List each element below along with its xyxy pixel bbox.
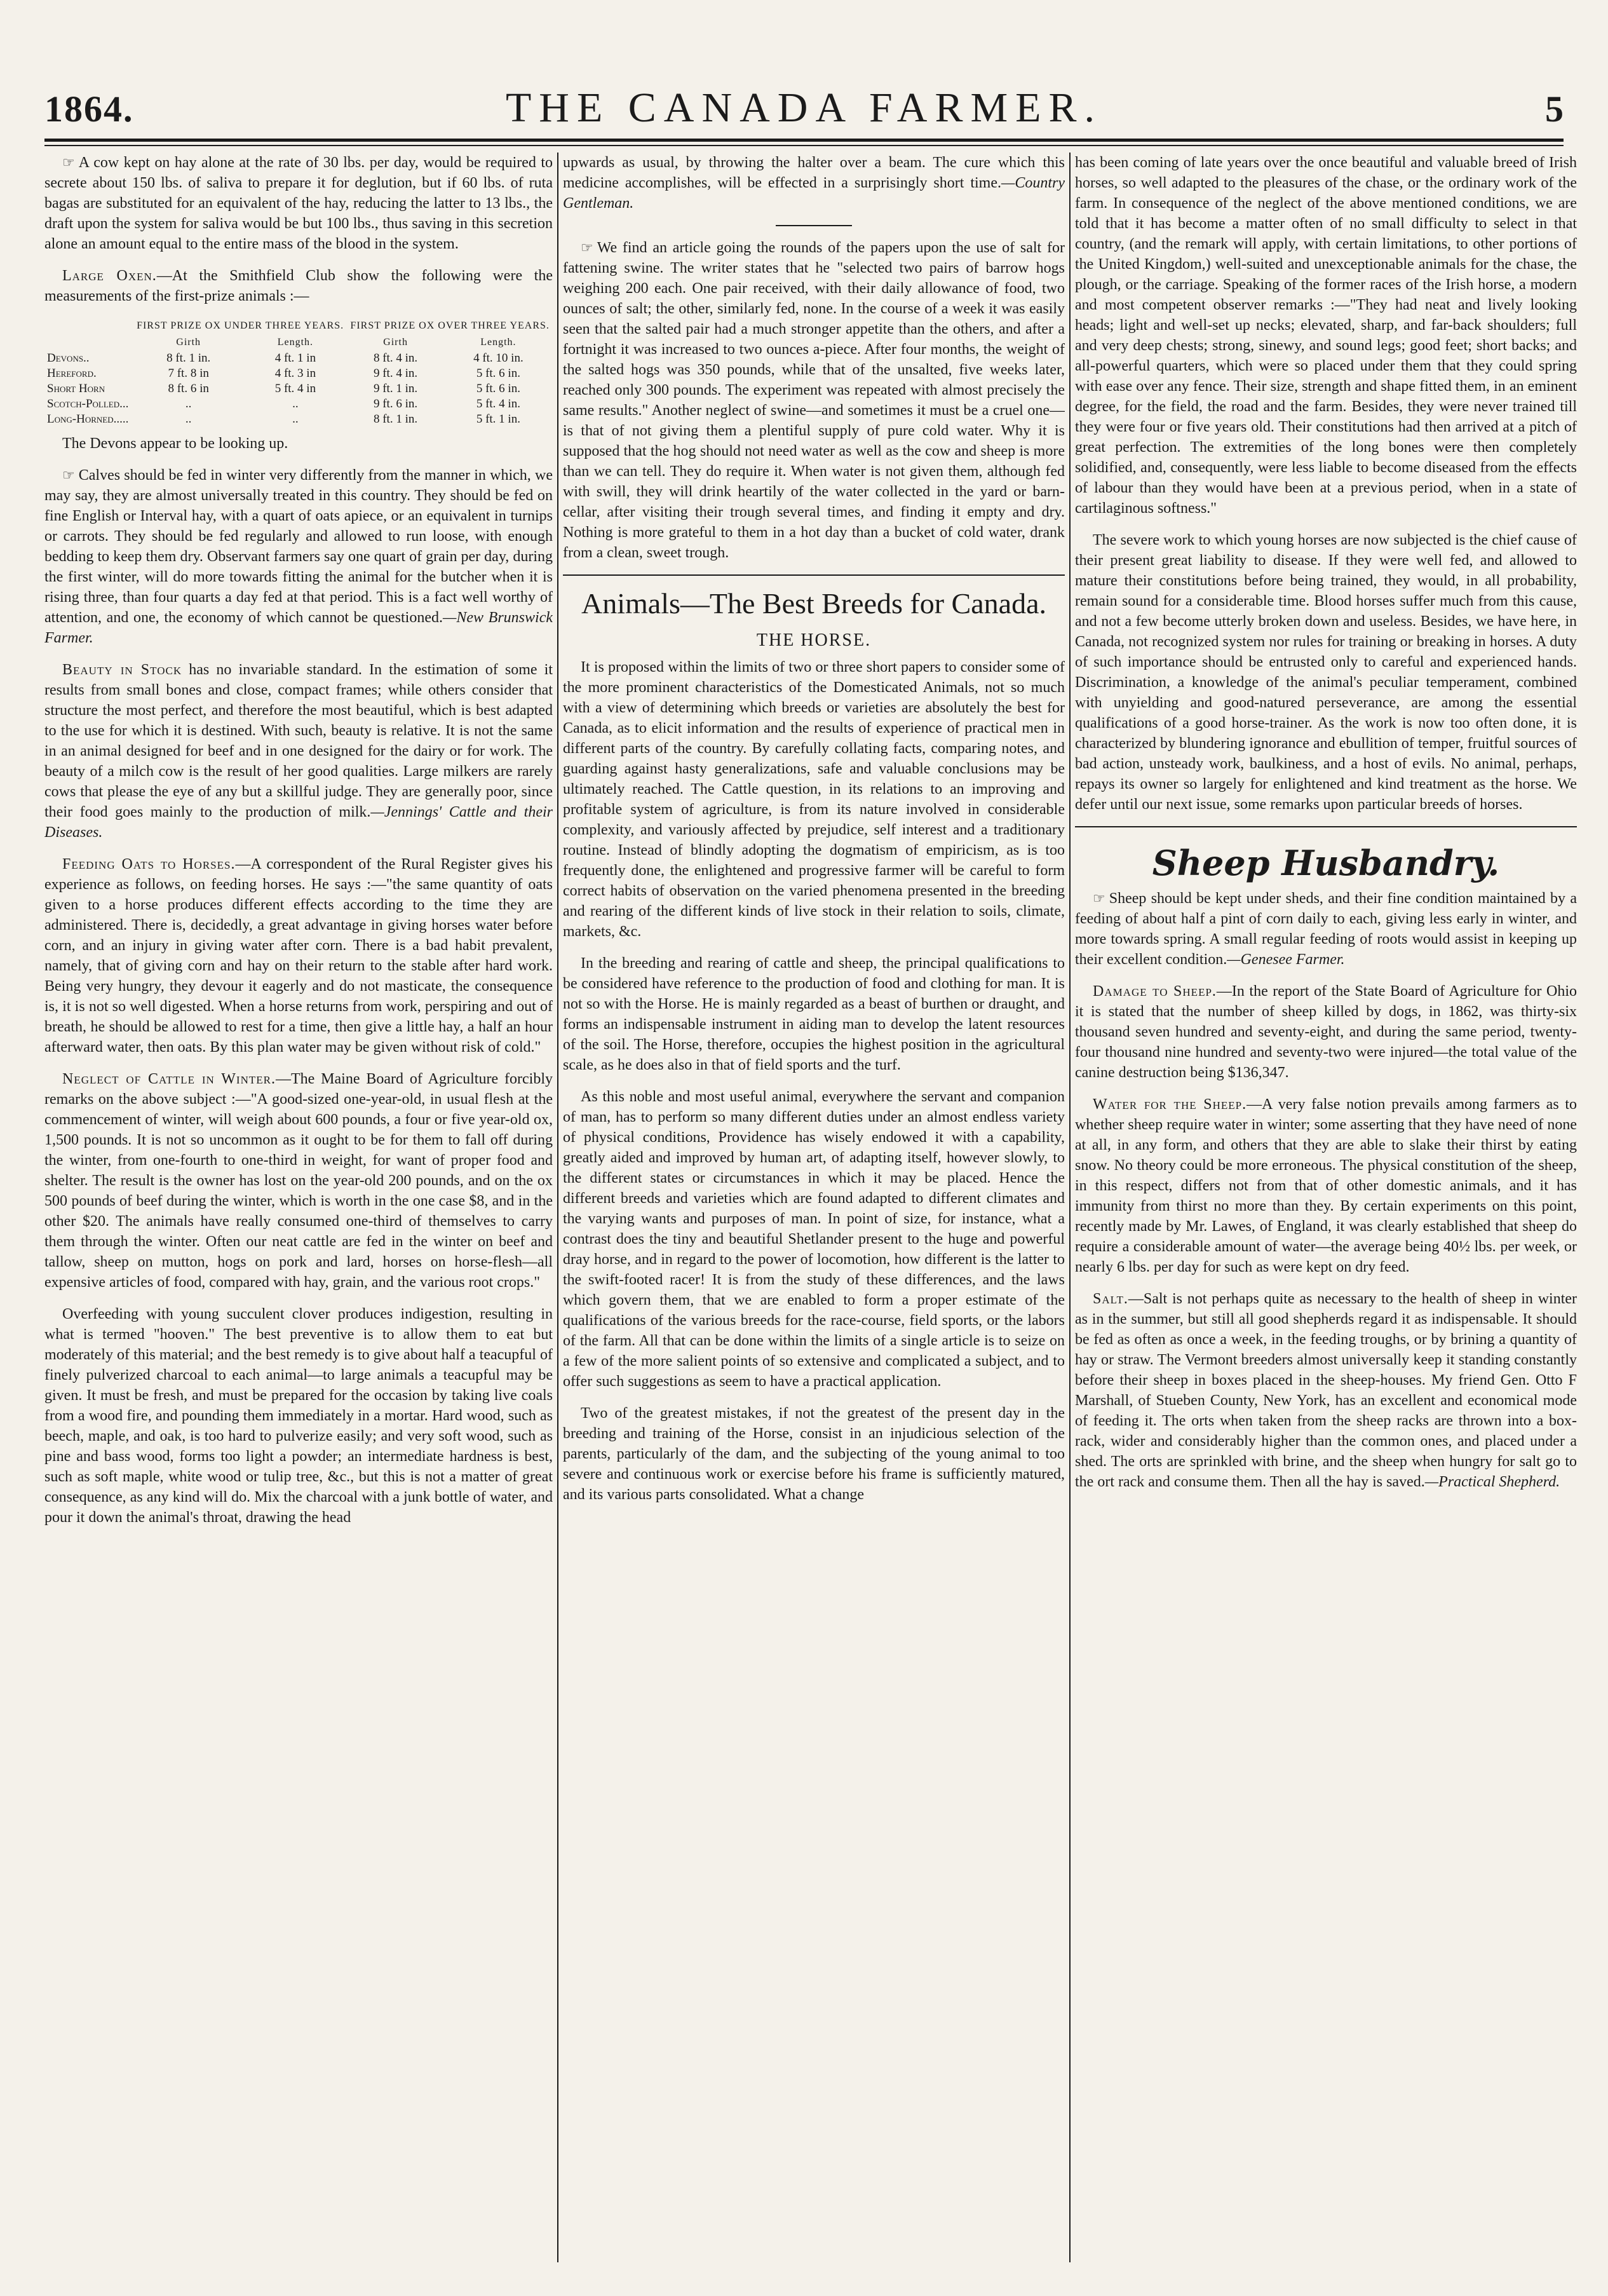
table-row: Long-Horned..... .. .. 8 ft. 1 in. 5 ft. 1 in. — [47, 412, 520, 426]
pointing-hand-icon: ☞ — [581, 240, 593, 255]
oxen-measurements-table: FIRST PRIZE OX UNDER THREE YEARS. FIRST PRIZE OX OVER THREE YEARS. Girth Length. Girth Length. Devons.. 8 ft. 1 in. 4 ft. 1 in 8 ft. 4 in. 4 ft. 10 in. Hereford. 7 ft. 8 in 4 ft. 3 in 9 ft. 4 in. 5 ft. 6 in. Short Horn 8 ft. 6 in 5 ft. 4 in 9 ft. 1 in. 5 ft. 6 in. Scotch-Polled... .. .. 9 ft. 6 in. 5 ft. 4 in. Long-Horned..... .. .. 8 ft. 1 in. 5 ft. 1 in. — [44, 318, 553, 427]
table-row: Short Horn 8 ft. 6 in 5 ft. 4 in 9 ft. 1 in. 5 ft. 6 in. — [47, 382, 520, 395]
table-row: Scotch-Polled... .. .. 9 ft. 6 in. 5 ft. 4 in. — [47, 397, 520, 411]
article-sheep-sheds: ☞ Sheep should be kept under sheds, and their fine condition maintained by a feeding of about half a pint of corn daily to each, giving less early in winter, and more towards spring. A small regular feeding of roots would assist in keeping up their excellent condition.—Genesee Farmer. — [1075, 890, 1577, 968]
article-large-oxen: Large Oxen.—At the Smithfield Club show the following were the measurements of the first-prize animals :— — [44, 268, 553, 304]
pointing-hand-icon: ☞ — [62, 154, 75, 170]
article-damage-to-sheep: Damage to Sheep.—In the report of the State Board of Agriculture for Ohio it is stated that the number of sheep killed by dogs, in 1862, was thirty-six thousand seven hundred and seventy-eight, and during the same period, twenty-four thousand nine hundred and seventy-two were injured—the total value of the canine destruction being $136,347. — [1075, 983, 1577, 1081]
article-paragraph: In the breeding and rearing of cattle and sheep, the principal qualifications to be considered have reference to the production of food and clothing for man. It is not so with the Horse. He is mainly regarded as a beast of burthen or draught, and forms an indispensable instrument in aiding man to develop the latent resources of the soil. The Horse, therefore, occupies the highest position in the agricultural scale, as he does also in that of field sports and the turf. — [563, 955, 1065, 1073]
article-salt: Salt.—Salt is not perhaps quite as necessary to the health of sheep in winter as in the summer, but still all good shepherds regard it as indispensable. It should be fed as often as once a week, in the feeding troughs, or by brining a quantity of hay or straw. The Vermont breeders almost universally keep it standing constantly before their sheep in boxes placed in the sheep-houses. My friend Gen. Otto F Marshall, of Stueben County, New York, has an excellent and economical mode of feeding it. The orts when taken from the sheep racks are thrown into a box-rack, wider and considerably higher than the common ones, and placed under a shed. The orts are sprinkled with brine, and the sheep when hungry for salt go to the ort rack and consume them. Then all the hay is saved.—Practical Shepherd. — [1075, 1291, 1577, 1490]
divider — [776, 225, 852, 226]
pointing-hand-icon: ☞ — [62, 467, 75, 483]
article-paragraph: As this noble and most useful animal, everywhere the servant and companion of man, has to perform so many different duties under an almost endless variety of physical conditions, Providence has wisely endowed it with a capability, greatly aided and improved by human art, of adapting itself, however slowly, to the different states or circumstances in which it may be placed. Hence the different breeds and varieties which are found adapted to different climates and the varying wants and purposes of man. In point of size, for instance, what a contrast does the tiny and beautiful Shetlander present to the huge and powerful dray horse, and in regard to the power of locomotion, how different is the latter to the swift-footed racer! It is from the study of these differences, and the laws which govern them, that we are enabled to form a proper estimate of the qualifications of the various breeds for the race-course, field sports, or the labors of the farm. All that can be done within the limits of a single article is to seize on a few of the more salient points of so extensive and complicated a subject, and to offer such suggestions as seem to have a practical application. — [563, 1089, 1065, 1390]
article-continuation: upwards as usual, by throwing the halter over a beam. The cure which this medicine accomplishes, will be effected in a surprisingly short time.—Country Gentleman. — [563, 154, 1065, 212]
article-paragraph: It is proposed within the limits of two or three short papers to consider some of the more prominent characteristics of the Domesticated Animals, not so much with a view of determining which breeds or varieties are absolutely the best for Canada, as to elicit information and the results of experience of practical men in different parts of the country. By carefully collating facts, comparing notes, and guarding against hasty generalizations, safe and valuable conclusions may be ultimately reached. The Cattle question, in its relations to an improving and profitable system of agriculture, is from its nature involved in considerable complexity, and variously affected by prejudice, self interest and a traditionary routine. Instead of blindly adopting the dogmatism of empiricism, as is too frequently done, the enlightened and progressive farmer will be careful to form correct habits of observation on the varied phenomena presented in the breeding and rearing of the different kinds of live stock in their relation to soils, climate, markets, &c. — [563, 659, 1065, 940]
article-overfeeding: Overfeeding with young succulent clover produces indigestion, resulting in what is termed "hooven." The best preventive is to allow them to eat but moderately of this material; and the best remedy is to give about half a teacupful of finely pulverized charcoal to each animal—to large animals a teacupful may be given. It must be fresh, and must be prepared for the occasion by taking live coals from a wood fire, and pounding them immediately in a mortar. Hard wood, such as beech, maple, and oak, is too hard to pulverize easily; and very soft wood, such as pine and bass wood, forms too light a powder; an intermediate hardness is best, such as soft maple, white wood or tulip tree, &c., but this is not a matter of great consequence, as any kind will do. Mix the charcoal with a junk bottle of water, and pour it down the animal's throat, drawing the head — [44, 1306, 553, 1526]
article-paragraph: has been coming of late years over the once beautiful and valuable breed of Irish horses, so well adapted to the pleasures of the chase, or the ordinary work of the farm. In consequence of the neglect of the above mentioned conditions, we are told that it has become a matter often of no small difficulty to select in that country, (and the remark will apply, with certain limitations, to other portions of the United Kingdom,) well-suited and unexceptionable animals for the chase, the plough, or the carriage. Speaking of the former races of the Irish horse, a modern and most competent observer remarks :—"They had neat and lively looking heads; light and well-set up necks; elevated, sharp, and far-back shoulders; full and very deep chests; strong, sinewy, and sound legs; good feet; short backs; and all-powerful quarters, which were so placed under them that they could spring with ease over any fence. Their size, strength and shape fitted them, in an eminent degree, for the field, the road and the farm. Besides, they were never trained till they were four or five years old. Their constitutions had then arrived at a pitch of great perfection. The extremities of the long bones were then completely solidified, and, consequently, were less liable to become diseased from the effects of labour than they would have been at a previous period, when in a state of cartilaginous softness." — [1075, 154, 1577, 517]
table-row: Devons.. 8 ft. 1 in. 4 ft. 1 in 8 ft. 4 in. 4 ft. 10 in. — [47, 351, 524, 365]
section-title-best-breeds: Animals—The Best Breeds for Canada. — [581, 587, 1046, 620]
article-beauty-in-stock: Beauty in Stock has no invariable standard. In the estimation of some it results from small bones and close, compact frames; while others consider that structure the most perfect, and therefore the most beautiful, which is best adapted to the use for which it is destined. With such, beauty is relative. It is not the same in an animal designed for beef and in one designed for the dairy or for work. The beauty of a milch cow is the result of her good qualities. Large milkers are rarely cows that please the eye of any but a skillful judge. They are generally poor, since their food goes mainly to the production of milk.—Jennings' Cattle and their Diseases. — [44, 662, 553, 841]
masthead-title: THE CANADA FARMER. — [505, 85, 1102, 131]
divider — [563, 574, 1065, 576]
column-left — [44, 153, 553, 2262]
header-rule-thin — [44, 145, 1564, 146]
article-salt-swine: ☞ We find an article going the rounds of the papers upon the use of salt for fattening swine. The writer states that he "selected two pairs of barrow hogs weighing 200 each. One pair received, with their daily allowance of food, two ounces of salt; the other, similarly fed, none. In the course of a week it was easily seen that the salted pair had a much stronger appetite than the others, and after a fortnight it was increased to two ounces a-piece. After four months, the weight of the salted hogs was 350 pounds, while that of the unsalted, five weeks later, reached only 300 pounds. The experiment was repeated with almost precisely the same results." Another neglect of swine—and sometimes it must be a cruel one—is that of not giving them a plentiful supply of pure cold water. Why it is supposed that the hog should not need water as well as the cow and sheep is more than we can tell. They do require it. When water is not given them, although fed with swill, they will drink heartily of the water collected in the yard or barn-cellar, after visiting their trough several times, and finding it empty and dry. Nothing is more grateful to them in a hot day than a bucket of cold water, drank from a clean, sweet trough. — [563, 240, 1065, 561]
subsection-title-horse: THE HORSE. — [756, 630, 872, 650]
issue-year: 1864. — [44, 88, 134, 130]
article-paragraph: The severe work to which young horses are now subjected is the chief cause of their present great liability to disease. If they were well fed, and allowed to mature their constitutions before being trained, they would, in all probability, remain sound for a considerable time. Blood horses suffer much from this cause, and not a few become utterly broken down and useless. Besides, we have here, in Canada, not recognized system nor rules for training or breaking in horses. A duty of such importance should be entrusted only to careful and experienced hands. Discrimination, a knowledge of the animal's peculiar temperament, combined with unyielding and good-natured perseverance, are among the essential qualifications of a good horse-trainer. As the work is now too often done, it is characterized by blundering ignorance and ebullition of temper, fruitful sources of bad action, unsteady work, baulkiness, and a host of evils. No animal, perhaps, repays its owner so largely for enlightened and kind treatment as the horse. We defer until our next issue, some remarks upon particular breeds of horses. — [1075, 532, 1577, 813]
devons-note: The Devons appear to be looking up. — [62, 435, 288, 452]
article-feeding-oats: Feeding Oats to Horses.—A correspondent of the Rural Register gives his experience as follows, on feeding horses. He says :—"the same quantity of oats given to a horse produces different effects according to the time they are administered. There is, decidedly, a great advantage in giving horses water before corn, and an injury in giving water after corn. There is a bad habit prevalent, namely, that of giving corn and hay on their return to the stable after hard work. Being very hungry, they devour it eagerly and do not masticate, the consequence is, it is not so well digested. When a horse returns from work, perspiring and out of breath, he should be allowed to rest for a time, then give a little hay, a half an hour afterward water, then oats. By this plan water may be given without risk of cold." — [44, 856, 553, 1056]
table-header: FIRST PRIZE OX UNDER THREE YEARS. — [137, 320, 344, 331]
table-header: FIRST PRIZE OX OVER THREE YEARS. — [350, 320, 550, 331]
article-calves: ☞ Calves should be fed in winter very differently from the manner in which, we may say, they are almost universally treated in this country. They should be fed on fine English or Interval hay, with a quart of oats apiece, or an equivalent in turnips or carrots. They should be fed regularly and allowed to run loose, with enough bedding to keep them dry. Observant farmers say one quart of grain per day, during the first winter, will do more towards fitting the animal for the butcher when it is rising three, than four quarts a day fed at that period. This is a fact well worthy of attention, and one, the economy of which cannot be questioned.—New Brunswick Farmer. — [44, 467, 553, 646]
article-neglect-of-cattle: Neglect of Cattle in Winter.—The Maine Board of Agriculture forcibly remarks on the above subject :—"A good-sized one-year-old, in usual flesh at the commencement of winter, will weigh about 600 pounds, a four or five year-old ox, 1,500 pounds. It is not so uncommon as it ought to be for them to fall off during the winter, from one-fourth to one-third in weight, for want of proper food and shelter. The result is the owner has lost on the year-old 200 pounds, and on the ox 500 pounds of beef during the winter, which is worth in the one case $8, and in the other $20. The animals have really consumed one-third of themselves to carry them through the winter. Often our neat cattle are fed in the winter on beef and tallow, sheep on mutton, hogs on pork and lard, horses on horse-flesh—all expensive articles of food, compared with hay, grain, and the various root crops." — [44, 1071, 553, 1291]
article-cow-saliva: ☞ A cow kept on hay alone at the rate of 30 lbs. per day, would be required to secrete about 150 lbs. of saliva to prepare it for deglution, but if 60 lbs. of ruta bagas are substituted for an equivalent of the hay, reducing the latter to 13 lbs., the draft upon the system for saliva would be but 100 lbs., thus saving in this secretion alone an amount equal to the entire mass of the blood in the system. — [44, 154, 553, 252]
article-paragraph: Two of the greatest mistakes, if not the greatest of the present day in the breeding and training of the Horse, consist in an injudicious selection of the parents, particularly of the dam, and the subjecting of the young animal to too severe and continuous work or exercise before his frame is sufficiently matured, and its various parts consolidated. What a change — [563, 1405, 1065, 1503]
section-title-sheep-husbandry: Sheep Husbandry. — [1152, 843, 1500, 883]
article-water-for-sheep: Water for the Sheep.—A very false notion prevails among farmers as to whether sheep require water in winter; some asserting that they have need of none at all, in any form, and others that they are able to slake their thirst by eating snow. No theory could be more erroneous. The physical constitution of the sheep, in this respect, differs not from that of other domestic animals, and it has immunity from thirst no more than they. By certain experiments on this point, recently made by Mr. Lawes, of England, it was clearly established that sheep do require a considerable amount of water—the average being 40½ lbs. per week, or nearly 6 lbs. per day for such as were kept on dry feed. — [1075, 1096, 1577, 1275]
column-middle — [563, 153, 1065, 2262]
column-divider — [557, 153, 558, 2262]
header-rule — [44, 139, 1564, 142]
table-row: Hereford. 7 ft. 8 in 4 ft. 3 in 9 ft. 4 in. 5 ft. 6 in. — [47, 367, 520, 380]
divider — [1075, 826, 1577, 827]
column-right — [1075, 153, 1577, 2262]
page-number: 5 — [1545, 88, 1564, 130]
pointing-hand-icon: ☞ — [1093, 890, 1105, 906]
page-header — [0, 0, 1608, 147]
column-divider — [1069, 153, 1071, 2262]
